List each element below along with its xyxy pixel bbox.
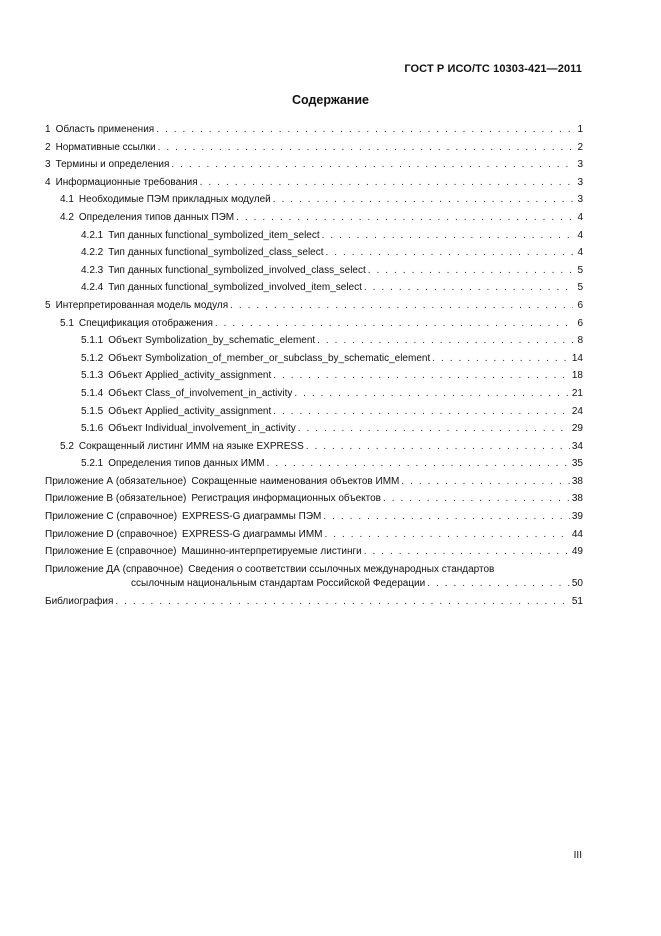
- toc-entry-page: 34: [571, 440, 583, 452]
- toc-entry[interactable]: [45, 191, 583, 209]
- toc-leader-dots: [273, 367, 570, 385]
- toc-entry-title: Сокращенные наименования объектов ИММ: [191, 475, 400, 487]
- toc-leader-dots: [364, 543, 570, 561]
- toc-entry-page: 44: [571, 528, 583, 540]
- toc-entry-number: Приложение D (справочное): [45, 528, 178, 540]
- toc-title: Содержание: [291, 93, 369, 107]
- toc-entry-title: Объект Symbolization_of_member_or_subclass_by_schematic_element: [108, 352, 431, 364]
- toc-entry-title: Библиография: [45, 595, 114, 607]
- toc-entry[interactable]: [45, 156, 583, 174]
- toc-entry[interactable]: [45, 174, 583, 192]
- toc-entry-title: Объект Individual_involvement_in_activity: [108, 423, 296, 435]
- toc-entry-title: EXPRESS-G диаграммы ИММ: [182, 528, 323, 540]
- toc-entry[interactable]: [45, 262, 583, 280]
- toc-entry-number: 4: [45, 176, 51, 188]
- toc-entry-number: 5.2.1: [81, 458, 104, 470]
- toc-entry-title: Информационные требования: [55, 176, 198, 188]
- toc-leader-dots: [171, 156, 573, 174]
- toc-entry-page: 14: [571, 352, 583, 364]
- toc-entry-title: Машинно-интерпретируемые листинги: [181, 546, 362, 558]
- toc-entry-number: 3: [45, 159, 51, 171]
- toc-entry-title: Определения типов данных ИММ: [108, 458, 265, 470]
- toc-entry-title: Определения типов данных ПЭМ: [78, 211, 235, 223]
- toc-entry[interactable]: [45, 227, 583, 245]
- toc-entry-number: 5.1.1: [81, 335, 104, 347]
- toc-entry[interactable]: [45, 455, 583, 473]
- toc-entry-number: 5.1.2: [81, 352, 104, 364]
- toc-leader-dots: [298, 420, 570, 438]
- toc-entry[interactable]: [45, 297, 583, 315]
- toc-leader-dots: [158, 139, 573, 157]
- toc-entry-number: 5.1.4: [81, 387, 104, 399]
- toc-leader-dots: [273, 191, 573, 209]
- toc-entry-page: 6: [577, 299, 583, 311]
- toc-entry[interactable]: [45, 367, 583, 385]
- toc-entry-number: 5.1.6: [81, 423, 104, 435]
- toc-entry-number: 4.2.2: [81, 247, 104, 259]
- toc-entry-page: 38: [571, 493, 583, 505]
- toc-entry[interactable]: [45, 121, 583, 139]
- toc-entry-page: 24: [571, 405, 583, 417]
- toc-entry[interactable]: [45, 543, 583, 561]
- toc-leader-dots: [432, 350, 570, 368]
- toc-entry[interactable]: [45, 332, 583, 350]
- toc-entry-page: 29: [571, 423, 583, 435]
- toc-entry-page: 6: [577, 317, 583, 329]
- toc-entry[interactable]: [45, 403, 583, 421]
- toc-leader-dots: [294, 385, 569, 403]
- toc-entry-page: 21: [571, 387, 583, 399]
- toc-leader-dots: [317, 332, 573, 350]
- toc-entry-title-line1: Сведения о соответствии ссылочных международных стандартов: [188, 563, 495, 575]
- toc-leader-dots: [368, 262, 573, 280]
- toc-leader-dots: [306, 438, 570, 456]
- toc-entry-title: Сокращенный листинг ИММ на языке EXPRESS: [78, 440, 304, 452]
- document-id: ГОСТ Р ИСО/ТС 10303-421—2011: [404, 63, 582, 75]
- toc-entry-page: 3: [577, 176, 583, 188]
- toc-leader-dots: [236, 209, 573, 227]
- toc-entry-page: 8: [577, 335, 583, 347]
- toc-entry-number: 5.2: [60, 440, 74, 452]
- toc-entry[interactable]: [45, 508, 583, 526]
- toc-entry-number: Приложение В (обязательное): [45, 493, 187, 505]
- toc-entry[interactable]: [45, 315, 583, 333]
- toc-entry-title: Спецификация отображения: [78, 317, 213, 329]
- toc-entry-number: Приложение Е (справочное): [45, 546, 177, 558]
- toc-entry[interactable]: [45, 420, 583, 438]
- toc-entry-title: Тип данных functional_symbolized_involved_class_select: [108, 264, 366, 276]
- toc-entry-page: 4: [577, 229, 583, 241]
- toc-leader-dots: [401, 473, 570, 491]
- toc-entry-page: 1: [577, 124, 583, 135]
- toc-leader-dots: [200, 174, 573, 192]
- toc-leader-dots: [364, 279, 573, 297]
- toc-entry-title: Объект Applied_activity_assignment: [108, 370, 272, 382]
- toc-entry[interactable]: [45, 385, 583, 403]
- toc-entry-number: 4.2: [60, 211, 74, 223]
- toc-entry-number: Приложение С (справочное): [45, 511, 178, 523]
- toc-entry-title: EXPRESS-G диаграммы ПЭМ: [182, 511, 322, 523]
- toc-entry-page: 38: [571, 475, 583, 487]
- toc-leader-dots: [322, 227, 573, 245]
- toc-entry[interactable]: [45, 350, 583, 368]
- toc-leader-dots: [156, 121, 573, 139]
- toc-entry-number: 5.1.3: [81, 370, 104, 382]
- toc-entry[interactable]: [45, 139, 583, 157]
- toc-leader-dots: [383, 490, 570, 508]
- toc-entry-number: 5: [45, 299, 51, 311]
- toc-entry-title: Интерпретированная модель модуля: [55, 299, 229, 311]
- toc-entry-title: Тип данных functional_symbolized_item_select: [108, 229, 320, 241]
- toc-entry-number: 5.1.5: [81, 405, 104, 417]
- toc-entry-number: Приложение А (обязательное): [45, 475, 187, 487]
- toc-entry[interactable]: [45, 279, 583, 297]
- toc-entry-page: 35: [571, 458, 583, 470]
- page-number: III: [573, 850, 582, 861]
- toc-entry-page: 3: [577, 194, 583, 206]
- toc-entry-number: 4.1: [60, 194, 74, 206]
- toc-entry-page: 2: [577, 141, 583, 153]
- table-of-contents: [45, 121, 583, 610]
- toc-leader-dots: [324, 526, 569, 544]
- toc-entry-title: Регистрация информационных объектов: [191, 493, 381, 505]
- toc-leader-dots: [115, 593, 569, 611]
- toc-entry-title: Нормативные ссылки: [55, 141, 156, 153]
- toc-leader-dots: [273, 403, 570, 421]
- toc-leader-dots: [326, 244, 573, 262]
- toc-entry-number: 5.1: [60, 317, 74, 329]
- toc-entry[interactable]: [45, 473, 583, 491]
- toc-entry-page: 3: [577, 159, 583, 171]
- toc-leader-dots: [427, 577, 570, 591]
- toc-entry-annex-da[interactable]: [45, 561, 583, 593]
- toc-entry-number: 2: [45, 141, 51, 153]
- toc-entry[interactable]: [45, 244, 583, 262]
- toc-entry-title: Область применения: [55, 124, 155, 135]
- toc-entry-page: 4: [577, 211, 583, 223]
- toc-entry-title: Термины и определения: [55, 159, 170, 171]
- toc-entry[interactable]: [45, 209, 583, 227]
- toc-entry-title: Тип данных functional_symbolized_class_select: [108, 247, 324, 259]
- toc-entry-page: 18: [571, 370, 583, 382]
- toc-entry-page: 50: [571, 577, 583, 589]
- toc-entry-title-line2: ссылочным национальным стандартам Российской Федерации: [131, 577, 426, 589]
- toc-entry-title: Объект Symbolization_by_schematic_element: [108, 335, 316, 347]
- toc-entry-number: 4.2.4: [81, 282, 104, 294]
- toc-entry-number: Приложение ДА (справочное): [45, 563, 184, 575]
- toc-leader-dots: [230, 297, 573, 315]
- toc-entry[interactable]: [45, 490, 583, 508]
- toc-entry[interactable]: [45, 526, 583, 544]
- toc-entry-page: 49: [571, 546, 583, 558]
- toc-entry-title: Объект Applied_activity_assignment: [108, 405, 272, 417]
- toc-entry-number: 4.2.1: [81, 229, 104, 241]
- toc-entry-page: 5: [577, 282, 583, 294]
- toc-leader-dots: [267, 455, 570, 473]
- toc-entry-page: 4: [577, 247, 583, 259]
- toc-entry-page: 5: [577, 264, 583, 276]
- toc-entry-number: 1: [45, 124, 51, 135]
- toc-entry-page: 39: [571, 511, 583, 523]
- toc-entry-page: 51: [571, 595, 583, 607]
- toc-entry-title: Тип данных functional_symbolized_involved_item_select: [108, 282, 362, 294]
- toc-entry-title: Необходимые ПЭМ прикладных модулей: [78, 194, 271, 206]
- toc-entry-title: Объект Class_of_involvement_in_activity: [108, 387, 293, 399]
- toc-entry-bibliography[interactable]: [45, 593, 583, 611]
- toc-entry-number: 4.2.3: [81, 264, 104, 276]
- toc-leader-dots: [215, 315, 573, 333]
- toc-leader-dots: [323, 508, 570, 526]
- toc-entry[interactable]: [45, 438, 583, 456]
